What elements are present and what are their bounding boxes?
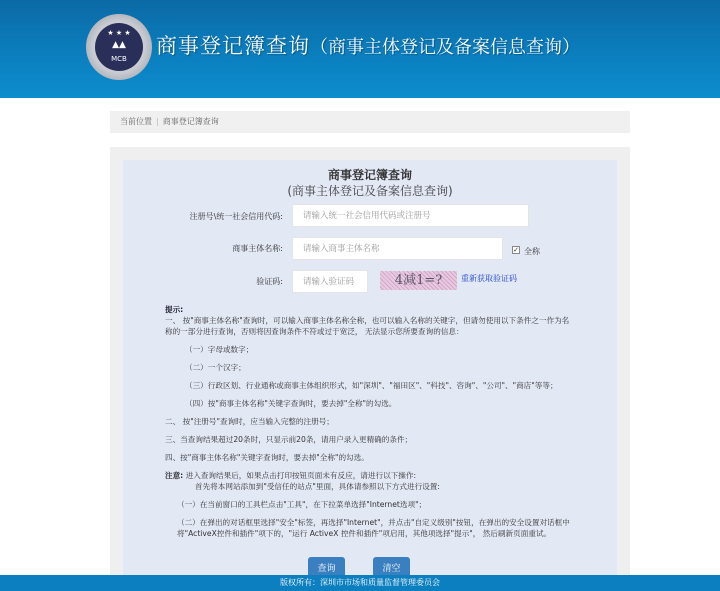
reg-number-input[interactable]: [292, 204, 529, 227]
tip-3: 三、当查询结果超过20条时，只显示前20条，请用户录入更精确的条件；: [165, 435, 413, 444]
form-title: 商事登记簿查询: [327, 168, 412, 182]
reg-number-label: 注册号\统一社会信用代码:: [189, 212, 283, 221]
note-step-1: （一）在当前窗口的工具栏点击"工具"，在下拉菜单选择"Internet选项"；: [177, 500, 427, 509]
note-1: 进入查询结果后，如果点击打印按钮页面未有反应，请进行以下操作:: [185, 471, 417, 480]
refresh-captcha-link[interactable]: 重新获取验证码: [461, 274, 517, 283]
logo-stars-icon: ★ ★ ★: [107, 29, 131, 37]
title-main: 商事登记簿查询: [156, 34, 310, 58]
captcha-image: 4减1=?: [380, 271, 457, 290]
breadcrumb-separator: |: [156, 117, 159, 126]
fullname-label: 全称: [524, 247, 540, 256]
tip-1c: （三）行政区划、行业通称或商事主体组织形式，如"深圳"、"福田区"、"科技"、咨询"、"公司"、"商店"等等；: [185, 381, 558, 390]
entity-name-input[interactable]: [292, 237, 503, 260]
note-step-2: （二）在弹出的对话框里选择"安全"标签，再选择"Internet"，并点击"自定义级别"按钮，在弹出的安全设置对话框中将"ActiveX控件和插件"项下的，"运行 ActiveX 控件和插件"项启用，其他项选择"提示"， 然后刷新页面重试。: [177, 518, 570, 538]
note-2: 首先将本网站添加到"受信任的站点"里面，具体请参照以下方式进行设置:: [195, 482, 440, 491]
breadcrumb-label: 当前位置: [120, 117, 152, 126]
entity-name-label: 商事主体名称:: [232, 244, 283, 253]
clear-button[interactable]: 清空: [373, 557, 410, 581]
tip-4: 四、按"商事主体名称"关键字查询时，要去掉"全称"的勾选。: [165, 453, 369, 462]
tip-2: 二、 按"注册号"查询时，应当输入完整的注册号；: [165, 417, 334, 426]
tips-section: [165, 304, 575, 539]
tip-1a: （一）字母或数字；: [185, 345, 254, 354]
captcha-label: 验证码:: [256, 277, 283, 286]
tip-1b: （二）一个汉字；: [185, 363, 246, 372]
form-subtitle: (商事主体登记及备案信息查询): [287, 184, 453, 198]
logo-text: MCB: [107, 54, 131, 64]
breadcrumb-current[interactable]: 商事登记簿查询: [162, 117, 219, 126]
site-title: [156, 30, 580, 60]
tip-1: 一、 按"商事主体名称"查询时，可以输入商事主体名称全称，也可以输入名称的关键字，但请勿使用以下条件之一作为名称的一部分进行查询，否则将因查询条件不符或过于宽泛， 无法显示您所要查询的信息：: [165, 316, 570, 336]
title-sub: （商事主体登记及备案信息查询）: [310, 37, 580, 58]
tip-1d: （四）按"商事主体名称"关键字查询时，要去掉"全称"的勾选。: [185, 399, 397, 408]
captcha-input[interactable]: [292, 270, 368, 293]
footer: 版权所有：深圳市市场和质量监督管理委员会: [0, 575, 720, 591]
header: [0, 0, 720, 98]
breadcrumb: [110, 111, 630, 133]
logo-triangles-icon: ▲▲: [112, 40, 126, 50]
note-label: 注意:: [165, 471, 184, 480]
logo-emblem: [86, 14, 152, 80]
fullname-checkbox[interactable]: ✓: [513, 246, 519, 254]
tips-title: 提示:: [165, 305, 184, 314]
search-button[interactable]: 查询: [308, 557, 345, 581]
